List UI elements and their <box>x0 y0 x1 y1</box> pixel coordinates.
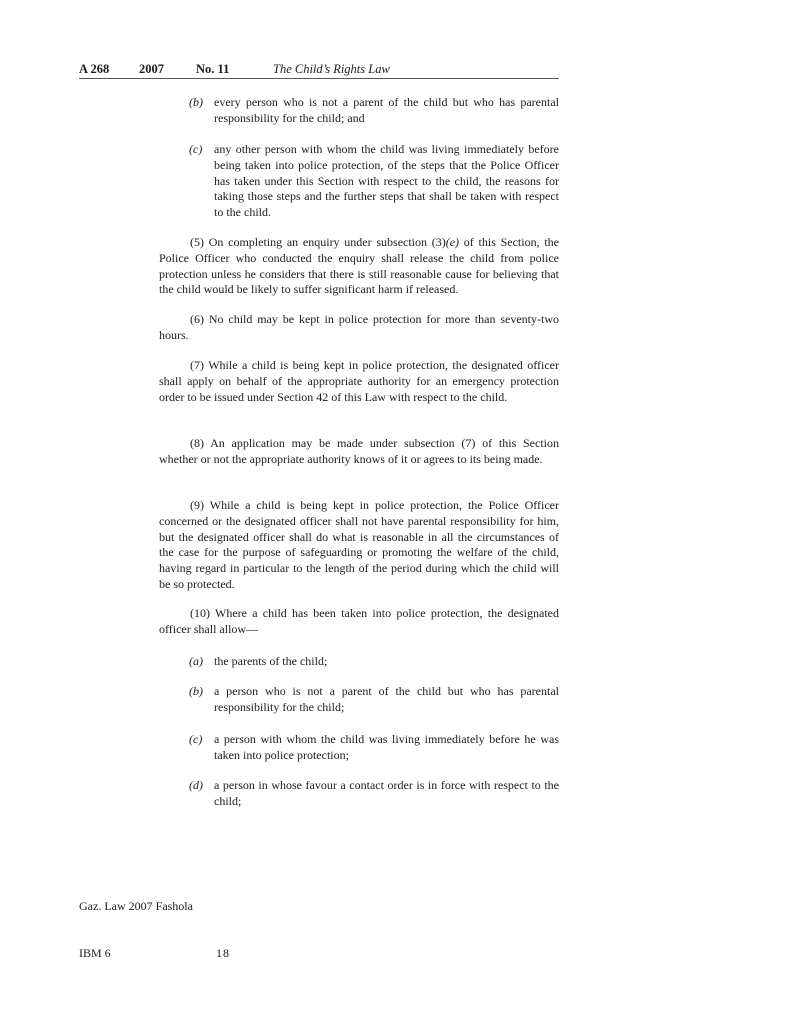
list-item-a <box>189 654 559 670</box>
item-label: (a) <box>189 654 203 668</box>
list-item-c <box>189 732 559 764</box>
item-text: a person in whose favour a contact order is in force with respect to the child; <box>214 778 559 808</box>
paragraph-10: (10) Where a child has been taken into police protection, the designated officer shall allow— <box>159 606 559 636</box>
list-item-c-top <box>189 142 559 221</box>
law-title: The Child’s Rights Law <box>273 62 390 76</box>
list-item-b-top <box>189 95 559 127</box>
print-code: IBM 6 <box>79 946 111 960</box>
paragraph-5-ref: (e) <box>445 235 460 249</box>
item-text: any other person with whom the child was living immediately before being taken into police protection, of the steps that the Police Officer has taken under this Section with respect to the child, the reasons for taking those steps and the further steps that shall be taken with respect to the child. <box>214 142 559 220</box>
paragraph-9: (9) While a child is being kept in police protection, the Police Officer concerned or the designated officer shall not have parental responsibility for him, but the designated officer shall do what is reasonable in all the circumstances of the case for the purpose of safeguarding or promoting the welfare of the child, having regard in particular to the length of the period during which the child will be so protected. <box>159 498 559 591</box>
law-year: 2007 <box>139 62 164 76</box>
page-number-footer: 18 <box>216 946 230 960</box>
paragraph-7: (7) While a child is being kept in police protection, the designated officer shall apply on behalf of the appropriate authority for an emergency protection order to be issued under Section 42 of this Law with respect to the child. <box>159 358 559 404</box>
item-label: (d) <box>189 778 203 792</box>
page-number-header: A 268 <box>79 62 110 76</box>
paragraph-6: (6) No child may be kept in police protection for more than seventy-two hours. <box>159 312 559 342</box>
paragraph-5 <box>159 235 559 298</box>
header-rule <box>79 78 559 79</box>
law-number: No. 11 <box>196 62 230 76</box>
item-label: (b) <box>189 95 203 109</box>
item-label: (c) <box>189 732 203 746</box>
list-item-d <box>189 778 559 810</box>
paragraph-5-text-a: (5) On completing an enquiry under subsection (3) <box>190 235 446 249</box>
paragraph-8: (8) An application may be made under subsection (7) of this Section whether or not the appropriate authority knows of it or agrees to its being made. <box>159 436 559 466</box>
paragraph-5-text-b: of this Section, the Police Officer who conducted the enquiry shall release the child from police protection unless he considers that there is still reasonable cause for believing that the child would be likely to suffer significant harm if released. <box>159 235 559 297</box>
item-label: (c) <box>189 142 203 156</box>
item-text: every person who is not a parent of the child but who has parental responsibility for the child; and <box>214 95 559 125</box>
item-text: a person with whom the child was living immediately before he was taken into police protection; <box>214 732 559 762</box>
item-label: (b) <box>189 684 203 698</box>
gazette-note: Gaz. Law 2007 Fashola <box>79 899 193 913</box>
item-text: the parents of the child; <box>214 654 328 668</box>
running-header <box>79 62 559 79</box>
list-item-b <box>189 684 559 716</box>
item-text: a person who is not a parent of the child but who has parental responsibility for the child; <box>214 684 559 714</box>
